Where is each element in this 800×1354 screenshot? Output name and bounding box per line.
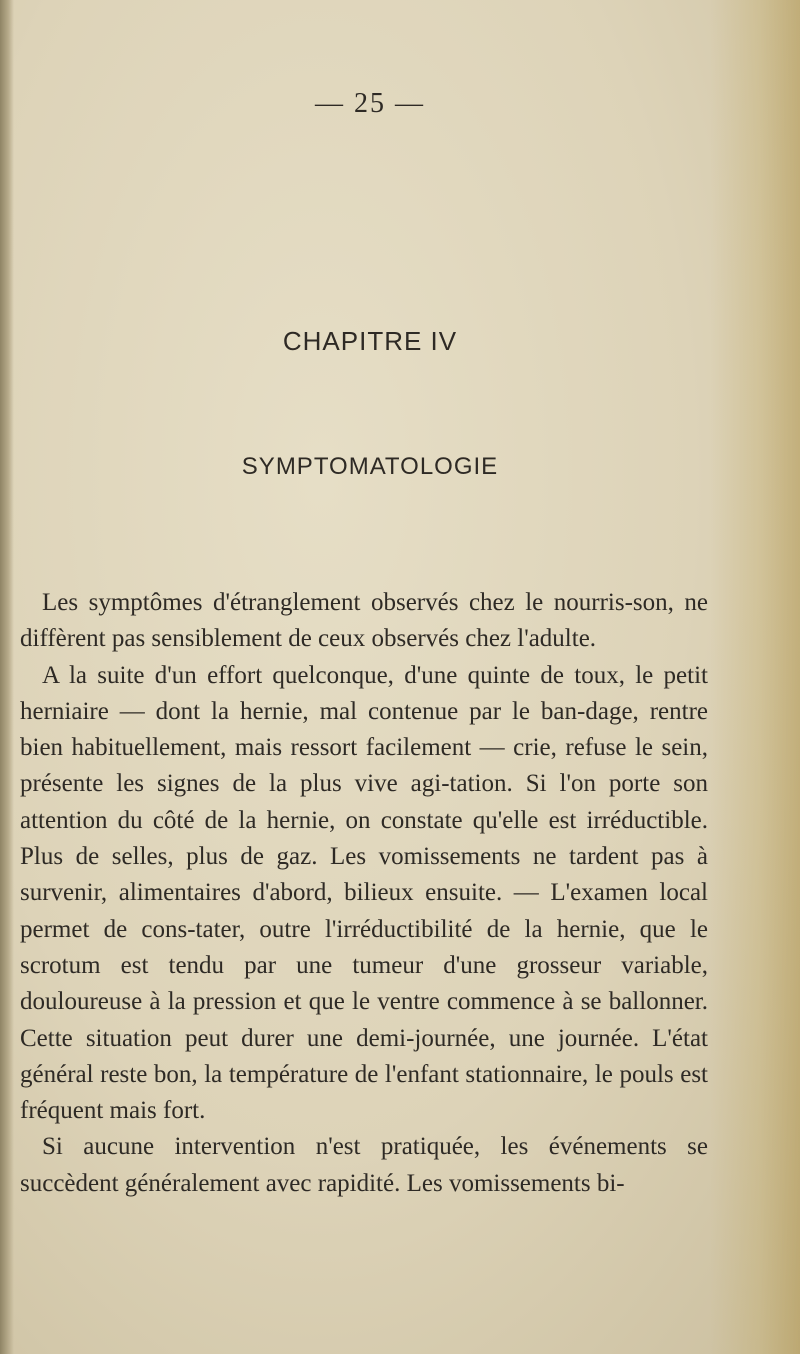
paragraph-2: A la suite d'un effort quelconque, d'une quinte de toux, le petit herniaire — dont la hernie, mal contenue par le ban-dage, rentre bien habituellement, mais ressort facilement — crie, refuse le sein, présente les signes de la plus vive agi-tation. Si l'on porte son attention du côté de la hernie, on constate qu'elle est irréductible. Plus de selles, plus de gaz. Les vomissements ne tardent pas à survenir, alimentaires d'abord, bilieux ensuite. — L'examen local permet de cons-tater, outre l'irréductibilité de la hernie, que le scrotum est tendu par une tumeur d'une grosseur variable, douloureuse à la pression et que le ventre commence à se ballonner. Cette situation peut durer une demi-journée, une journée. L'état général reste bon, la température de l'enfant stationnaire, le pouls est fréquent mais fort. bbox=[20, 661, 708, 1125]
page-edge-stain bbox=[710, 0, 800, 1354]
paragraph-3: Si aucune intervention n'est pratiquée, les événements se succèdent généralement avec rapidité. Les vomissements bi- bbox=[20, 1133, 708, 1197]
section-heading: SYMPTOMATOLOGIE bbox=[241, 453, 499, 480]
chapter-heading: CHAPITRE IV bbox=[282, 326, 458, 356]
paragraph-1: Les symptômes d'étranglement observés chez le nourris-son, ne diffèrent pas sensiblement de ceux observés chez l'adulte. bbox=[20, 589, 708, 653]
body-text bbox=[20, 585, 708, 1202]
page-number: — 25 — bbox=[315, 88, 425, 119]
page-binding-shadow bbox=[0, 0, 14, 1354]
